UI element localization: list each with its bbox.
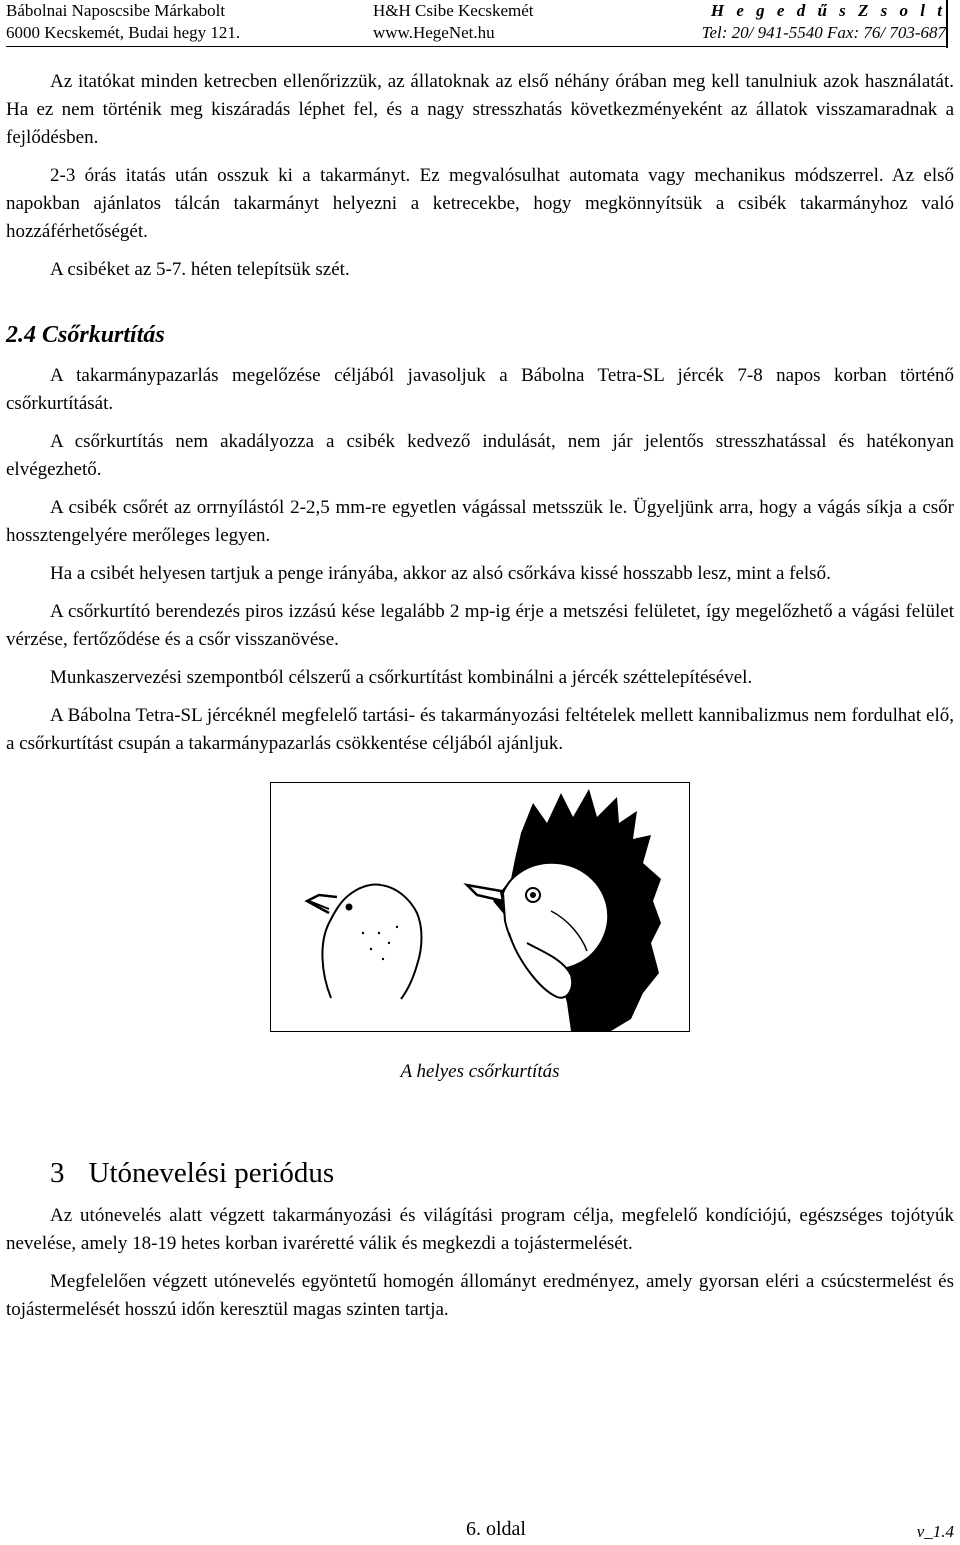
paragraph: A csőrkurtító berendezés piros izzású kése legalább 2 mp-ig érje a metszési felületet, így megelőzhető a vágási felület vérzése, fertőződése és a csőr visszanövése. (6, 601, 954, 650)
paragraph: A Bábolna Tetra-SL jércéknél megfelelő tartási- és takarmányozási feltételek mellett kannibalizmus nem fordulhat elő, a csőrkurtítást csupán a takarmánypazarlás csökkentése céljából ajánljuk. (6, 705, 954, 754)
document-body (6, 68, 954, 1324)
header-person: H e g e d ű s Z s o l t (710, 1, 946, 20)
section-heading-2-4: 2.4 Csőrkurtítás (6, 322, 165, 348)
section-heading-3 (50, 1156, 954, 1190)
chick-feather-dots (362, 926, 398, 960)
section-number: 3 (50, 1157, 65, 1189)
header-address: 6000 Kecskemét, Budai hegy 121. (6, 23, 241, 42)
paragraph: Munkaszervezési szempontból célszerű a csőrkurtítást kombinálni a jércék széttelepítésével. (50, 667, 753, 688)
rooster-head-drawing (467, 789, 661, 1031)
figure-caption: A helyes csőrkurtítás (400, 1061, 560, 1082)
paragraph: Az itatókat minden ketrecben ellenőrizzük, az állatoknak az első néhány órában meg kell tanulniuk azok használatát. Ha ez nem történik meg kiszáradás léphet fel, és a nagy stresszhatás következményeként az állatok visszamaradnak a fejlődésben. (6, 71, 954, 148)
paragraph: Az utónevelés alatt végzett takarmányozási és világítási program célja, megfelelő kondíciójú, egészséges tojótyúk nevelése, amely 18-19 hetes korban ivaréretté válik és megkezdi a tojástermelését. (6, 1205, 954, 1254)
header-vertical-rule (946, 0, 948, 48)
paragraph: Ha a csibét helyesen tartjuk a penge irányába, akkor az alsó csőrkáva kissé hosszabb lesz, mint a felső. (50, 563, 831, 584)
chick-and-rooster-heads-illustration (271, 783, 689, 1031)
header-phone: Tel: 20/ 941-5540 Fax: 76/ 703-687 (701, 23, 946, 42)
chick-head-drawing (307, 884, 422, 999)
paragraph: A takarmánypazarlás megelőzése céljából javasoljuk a Bábolna Tetra-SL jércék 7-8 napos korban történő csőrkurtítását. (6, 365, 954, 414)
header-center (373, 0, 534, 44)
beak-trimming-figure (270, 782, 690, 1032)
version-label: v_1.4 (916, 1522, 954, 1541)
page-number: 6. oldal (466, 1518, 526, 1540)
paragraph: 2-3 órás itatás után osszuk ki a takarmányt. Ez megvalósulhat automata vagy mechanikus módszerrel. Az első napokban ajánlatos tálcán takarmányt helyezni a ketrecekbe, hogy megkönnyítsük a csibék takarmányhoz való hozzáférhetőségét. (6, 165, 954, 242)
page-header (6, 0, 946, 47)
paragraph: A csibéket az 5-7. héten telepítsük szét. (50, 259, 350, 280)
header-right (702, 0, 946, 44)
section-title: Utónevelési periódus (88, 1157, 335, 1189)
paragraph: A csőrkurtítás nem akadályozza a csibék kedvező indulását, nem jár jelentős stresszhatással és hatékonyan elvégezhető. (6, 431, 954, 480)
header-shop-name: Bábolnai Naposcsibe Márkabolt (6, 1, 226, 20)
header-left (6, 0, 240, 44)
header-company: H&H Csibe Kecskemét (373, 1, 534, 20)
chick-eye (346, 904, 353, 911)
paragraph: Megfelelően végzett utónevelés egyöntetű homogén állományt eredményez, amely gyorsan eléri a csúcstermelést és tojástermelését hosszú időn keresztül magas szinten tartja. (6, 1271, 954, 1320)
header-website[interactable]: www.HegeNet.hu (373, 23, 495, 42)
paragraph: A csibék csőrét az orrnyílástól 2-2,5 mm-re egyetlen vágással metsszük le. Ügyeljünk arra, hogy a vágás síkja a csőr hossztengelyére merőleges legyen. (6, 497, 954, 546)
